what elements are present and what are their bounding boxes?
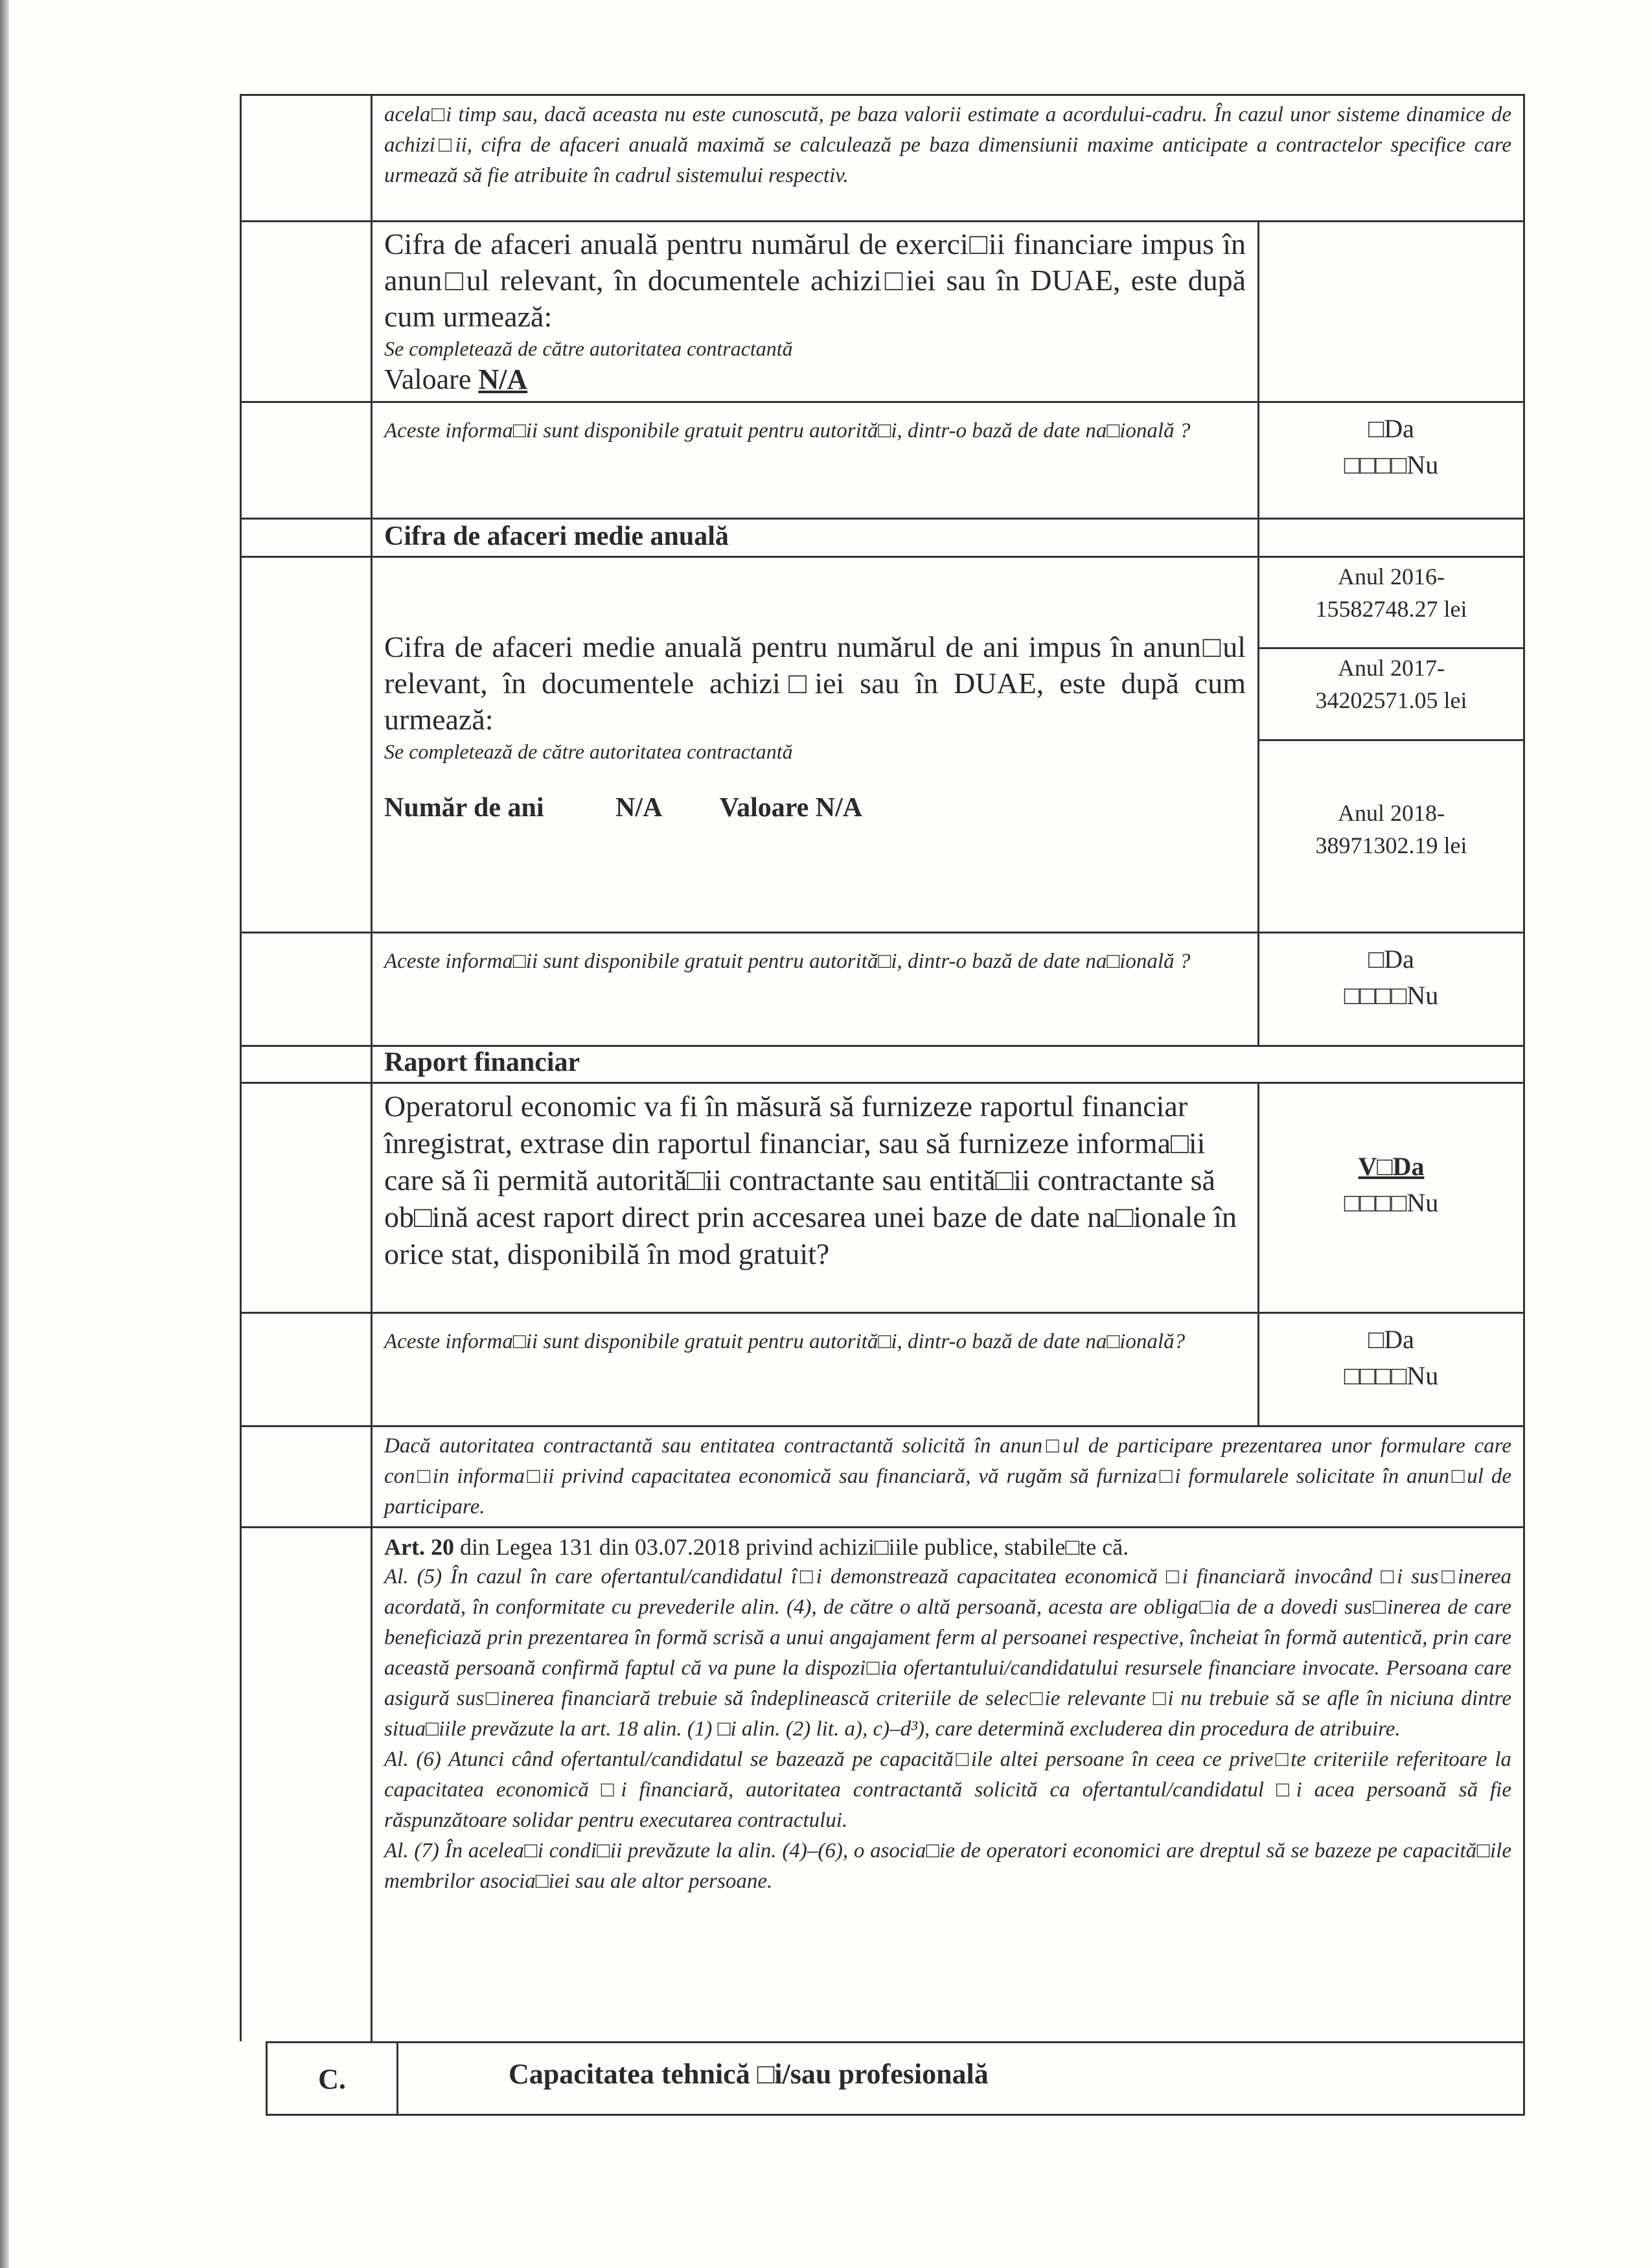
question-text-3: Aceste informa□ii sunt disponibile gratuit pentru autorită□i, dintr-o bază de date na□ională? xyxy=(384,1330,1186,1353)
number-cell xyxy=(240,934,373,1045)
section-title: Capacitatea tehnică □i/sau profesională xyxy=(398,2043,1525,2114)
no-checkbox[interactable]: □□□□Nu xyxy=(1344,1188,1439,1217)
report-text: Operatorul economic va fi în măsură să furnizeze raportul financiar înregistrat, extrase din raportul financiar, sau să furnizeze informa□ii care să îi permită autorită□ii contractante sau entită□ii contractante să ob□ină acest raport direct prin accesarea unei baze de date na□ionale în orice stat, disponibilă în mod gratuit? xyxy=(384,1090,1237,1270)
forms-note-row xyxy=(240,1425,1525,1526)
average-turnover-text: Cifra de afaceri medie anuală pentru numărul de ani impus în anun□ul relevant, în documentele achizi□iei sau în DUAE, este după cum urmează: xyxy=(384,630,1246,736)
number-cell xyxy=(240,403,373,518)
number-cell xyxy=(240,1427,373,1526)
intro-row xyxy=(240,94,1525,220)
annual-turnover-text: Cifra de afaceri anuală pentru numărul de exerci□ii financiare impus în anun□ul relevant, în documentele achizi□iei sau în DUAE, este după cum urmează: xyxy=(384,227,1246,333)
no-checkbox[interactable]: □□□□Nu xyxy=(1344,981,1439,1010)
answer-cell xyxy=(1257,222,1525,401)
report-heading: Raport financiar xyxy=(373,1047,1525,1082)
number-cell xyxy=(240,1314,373,1425)
annual-value: N/A xyxy=(478,363,528,395)
number-cell xyxy=(240,96,373,220)
yes-checkbox[interactable]: □Da xyxy=(1368,1325,1414,1354)
number-cell xyxy=(240,1084,373,1312)
yes-checkbox-checked[interactable]: V□Da xyxy=(1358,1152,1425,1181)
question-row-2 xyxy=(240,932,1525,1045)
article-title-bold: Art. 20 xyxy=(384,1534,454,1560)
annual-value-label: Valoare xyxy=(384,363,472,395)
intro-text: acela□i timp sau, dacă aceasta nu este cunoscută, pe baza valorii estimate a acordului-cadru. În cazul unor sisteme dinamice de achizi□ii, cifra de afaceri anuală maximă se calculează pe baza dimensiunii maxime anticipate a contractelor specifice care urmează să fie atribuite în cadrul sistemului respectiv. xyxy=(373,96,1525,220)
answer-cell-1 xyxy=(1257,403,1525,518)
article-cell xyxy=(373,1528,1525,2041)
no-checkbox[interactable]: □□□□Nu xyxy=(1344,450,1439,479)
answer-cell-3 xyxy=(1257,1314,1525,1425)
question-text-1: Aceste informa□ii sunt disponibile gratuit pentru autorită□i, dintr-o bază de date na□ională ? xyxy=(384,419,1191,442)
average-heading: Cifra de afaceri medie anuală xyxy=(384,521,729,551)
number-cell xyxy=(240,1047,373,1082)
article-al5: Al. (5) În cazul în care ofertantul/candidatul î□i demonstrează capacitatea economică □i financiară invocând □i sus□inerea acordată, în conformitate cu prevederile alin. (4), de către o altă persoană, acesta are obliga□ia de a dovedi sus□inerea de care beneficiază prin prezentarea în formă scrisă a unui angajament ferm al persoanei respective, încheiat în formă autentică, prin care această persoană confirmă faptul că va pune la dispozi□ia ofertantului/candidatului resursele financiare invocate. Persoana care asigură sus□inerea financiară trebuie să îndeplinească criteriile de selec□ie relevante □i nu trebuie să se afle în niciuna dintre situa□iile prevăzute la art. 18 alin. (1) □i alin. (2) lit. a), c)–d³), care determină excluderea din procedura de atribuire. xyxy=(384,1565,1511,1741)
number-cell xyxy=(240,558,373,932)
report-answer-cell xyxy=(1257,1084,1525,1312)
article-al7: Al. (7) În acelea□i condi□ii prevăzute la alin. (4)–(6), o asocia□ie de operatori economici are dreptul să se bazeze pe capacită□ile membrilor asocia□iei sau ale altor persoane. xyxy=(384,1839,1511,1893)
forms-note: Dacă autoritatea contractantă sau entitatea contractantă solicită în anun□ul de participare prezentarea unor formulare care con□in informa□ii privind capacitatea economică sau financiară, vă rugăm să furniza□i formularele solicitate în anun□ul de participare. xyxy=(373,1427,1525,1526)
section-letter: C. xyxy=(266,2043,398,2114)
year-2017: Anul 2017- 34202571.05 lei xyxy=(1259,647,1523,739)
question-row-1 xyxy=(240,401,1525,518)
report-row xyxy=(240,1082,1525,1312)
article-title: din Legea 131 din 03.07.2018 privind achizi□iile publice, stabile□te că. xyxy=(453,1534,1129,1560)
number-cell xyxy=(240,1528,373,2041)
answer-cell-2 xyxy=(1257,934,1525,1045)
no-checkbox[interactable]: □□□□Nu xyxy=(1344,1361,1439,1390)
report-heading-row xyxy=(240,1045,1525,1082)
yes-checkbox[interactable]: □Da xyxy=(1368,945,1414,974)
criteria-table xyxy=(240,94,1525,2116)
number-cell xyxy=(240,222,373,401)
question-row-3 xyxy=(240,1312,1525,1425)
answer-cell xyxy=(1257,520,1525,556)
article-al6: Al. (6) Atunci când ofertantul/candidatul se bazează pe capacită□ile altei persoane în ceea ce prive□te criteriile referitoare la capacitatea economică □i financiară, autoritatea contractantă solicită ca ofertantul/candidatul □i acea persoană să fie răspunzătoare solidar pentru executarea contractului. xyxy=(384,1748,1511,1832)
section-c-row xyxy=(266,2041,1525,2116)
scan-edge xyxy=(0,0,9,2268)
year-2016: Anul 2016- 15582748.27 lei xyxy=(1315,564,1467,622)
years-cell xyxy=(1257,558,1525,932)
annual-turnover-row xyxy=(240,220,1525,401)
question-text-2: Aceste informa□ii sunt disponibile gratuit pentru autorită□i, dintr-o bază de date na□ională ? xyxy=(384,950,1191,973)
annual-turnover-cell xyxy=(373,222,1257,401)
number-cell xyxy=(240,520,373,556)
average-value: N/A xyxy=(815,793,863,823)
yes-checkbox[interactable]: □Da xyxy=(1368,414,1414,443)
article-row xyxy=(240,1526,1525,2041)
years-value: N/A xyxy=(615,793,661,823)
years-label: Număr de ani xyxy=(384,793,544,823)
year-2018: Anul 2018- 38971302.19 lei xyxy=(1259,739,1523,932)
average-turnover-row xyxy=(240,556,1525,932)
average-turnover-note: Se completează de către autoritatea contractantă xyxy=(384,740,793,763)
average-value-label: Valoare xyxy=(719,793,809,823)
annual-turnover-note: Se completează de către autoritatea contractantă xyxy=(384,337,793,360)
average-heading-row xyxy=(240,518,1525,556)
average-turnover-cell xyxy=(373,558,1257,932)
